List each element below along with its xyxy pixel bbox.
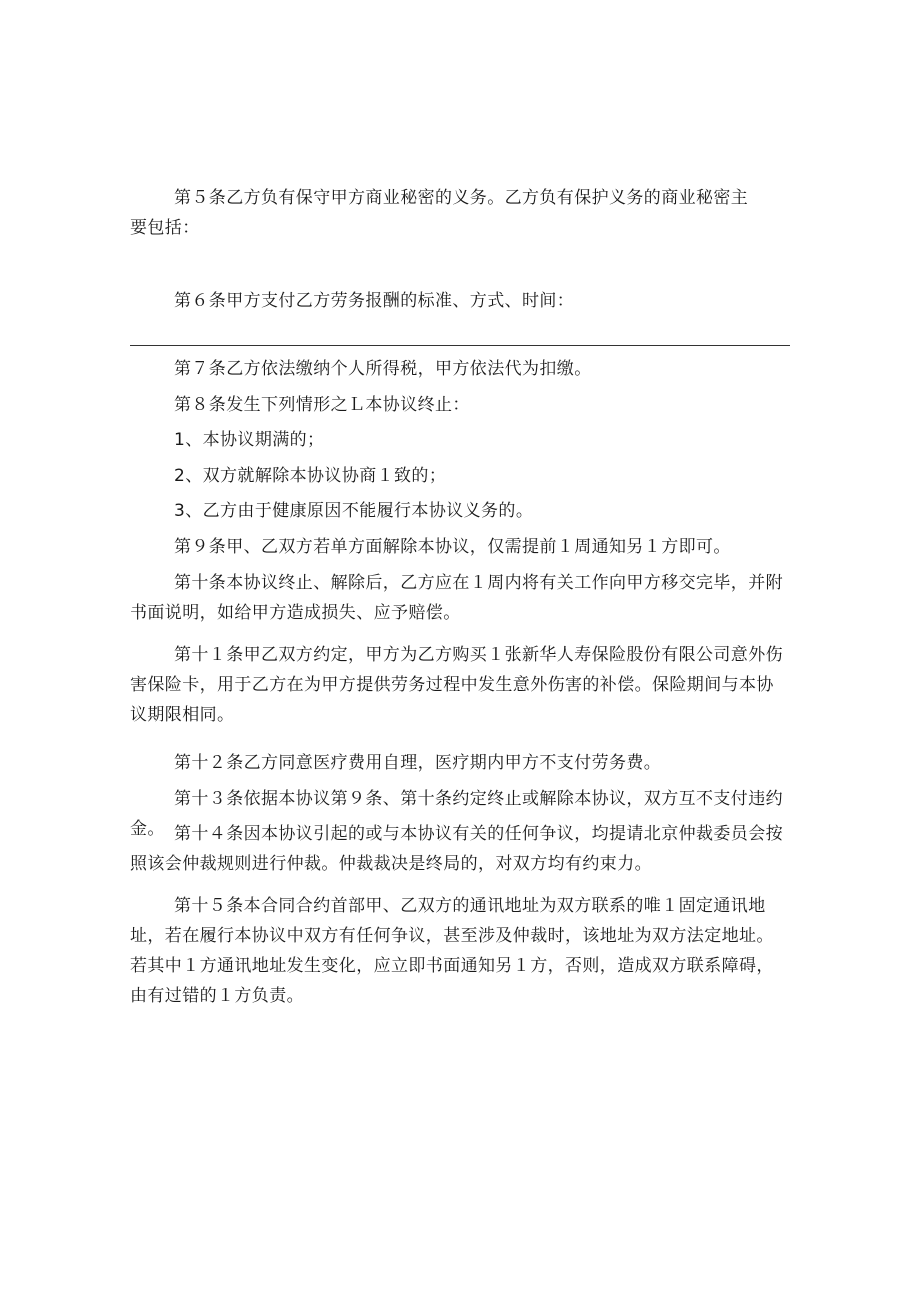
article-8-item-1: 1、本协议期满的；	[174, 430, 325, 450]
article-5: 第５条乙方负有保守甲方商业秘密的义务。乙方负有保护义务的商业秘密主 要包括：	[130, 188, 749, 238]
article-15: 第十５条本合同合约首部甲、乙双方的通讯地址为双方联系的唯１固定通讯地址，若在履行本协议中双方有任何争议，甚至涉及仲裁时，该地址为双方法定地址。若其中１方通讯地址发生变化，应立即书面通知另１方，否则，造成双方联系障碍，由有过错的１方负责。	[130, 896, 774, 1006]
article-9: 第９条甲、乙双方若单方面解除本协议，仅需提前１周通知另１方即可。	[174, 537, 731, 557]
blank-fill-line	[130, 345, 790, 346]
article-7: 第７条乙方依法缴纳个人所得税，甲方依法代为扣缴。	[174, 359, 592, 379]
article-14: 第十４条因本协议引起的或与本协议有关的任何争议，均提请北京仲裁委员会按照该会仲裁规则进行仲裁。仲裁裁决是终局的，对双方均有约束力。	[130, 824, 783, 874]
article-6: 第６条甲方支付乙方劳务报酬的标准、方式、时间：	[174, 291, 575, 311]
article-8-item-3: 3、乙方由于健康原因不能履行本协议义务的。	[174, 501, 534, 521]
article-13: 第十３条依据本协议第９条、第十条约定终止或解除本协议，双方互不支付违约金。	[130, 789, 783, 839]
article-8: 第８条发生下列情形之Ｌ本协议终止：	[174, 395, 470, 415]
article-8-item-2: 2、双方就解除本协议协商１致的；	[174, 466, 447, 486]
article-10: 第十条本协议终止、解除后，乙方应在１周内将有关工作向甲方移交完毕，并附书面说明，如给甲方造成损失、应予赔偿。	[130, 573, 783, 623]
article-12: 第十２条乙方同意医疗费用自理，医疗期内甲方不支付劳务费。	[174, 753, 662, 773]
article-11: 第十１条甲乙双方约定，甲方为乙方购买１张新华人寿保险股份有限公司意外伤害保险卡，用于乙方在为甲方提供劳务过程中发生意外伤害的补偿。保险期间与本协议期限相同。	[130, 645, 783, 725]
